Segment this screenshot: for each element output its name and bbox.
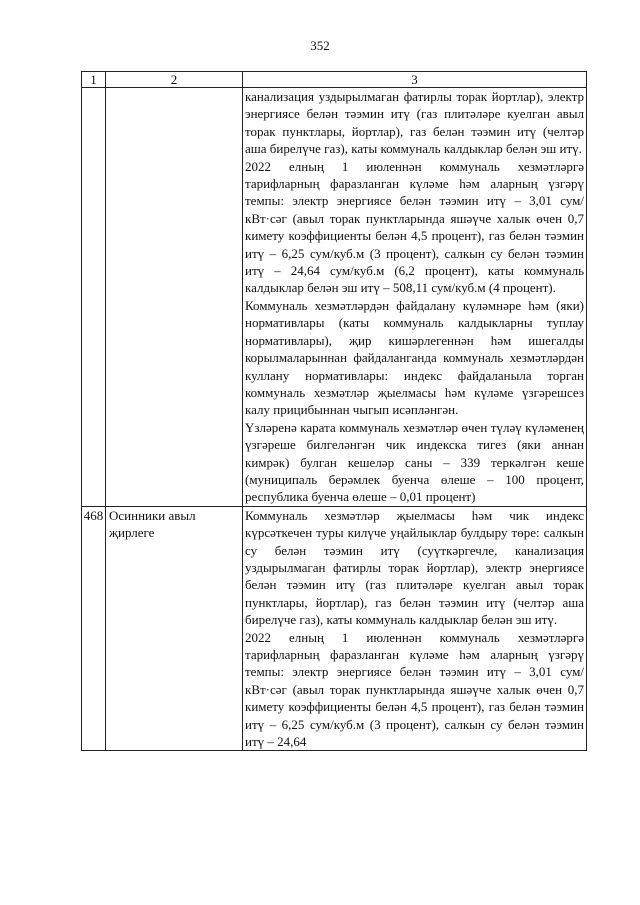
row-number: 468 <box>82 506 106 751</box>
description-paragraph: Үзләренә карата коммуналь хезмәтләр өчен түләү күләменең үзгәреше билгеләнгән чик индекска тигез (яки аннан кимрәк) булган кешеләр саны – 339 теркәлгән кеше (муниципаль берәмлек буенча өлеше – 100 процент, республика буенча өлеше – 0,01 процент) <box>245 419 584 505</box>
description-paragraph: канализация уздырылмаган фатирлы торак йортлар), электр энергиясе белән тәэмин итү (газ плитәләре куелган авыл торак пунктлары, йортлар), газ белән тәэмин итү (челтәр аша бирелүче газ), каты коммуналь калдыклар белән эш итү. <box>245 89 584 157</box>
table-row <box>82 506 587 751</box>
description-paragraph: 2022 елның 1 июленнән коммуналь хезмәтләргә тарифларның фаразланган күләме һәм аларның үзгәрү темпы: электр энергиясе белән тәэмин итү – 3,01 сум/кВт·сәг (авыл торак пунктларында яшәүче халык өчен 0,7 кимету коэффициенты белән 4,5 процент), газ белән тәэмин итү – 6,25 сум/куб.м (3 процент), салкын су белән тәэмин итү – 24,64 <box>245 629 584 750</box>
description-paragraph: 2022 елның 1 июленнән коммуналь хезмәтләргә тарифларның фаразланган күләме һәм аларның үзгәрү темпы: электр энергиясе белән тәэмин итү – 3,01 сум/кВт·сәг (авыл торак пунктларында яшәүче халык өчен 0,7 кимету коэффициенты белән 4,5 процент), газ белән тәэмин итү – 6,25 сум/куб.м (3 процент), салкын су белән тәэмин итү – 24,64 сум/куб.м (6,2 процент), каты коммуналь калдыклар белән эш итү – 508,11 сум/куб.м (4 процент). <box>245 158 584 296</box>
page-number: 352 <box>310 38 330 53</box>
description-cell <box>243 506 587 751</box>
description-paragraph: Коммуналь хезмәтләр җыелмасы һәм чик индекс күрсәткечен туры килүче уңайлыклар булдыру төре: салкын су белән тәэмин итү (суүткәргечле, канализация уздырылмаган фатирлы торак йортлар), электр энергиясе белән тәэмин итү (газ плитәләре куелган авыл торак пунктлары, йортлар), газ белән тәэмин итү (челтәр аша бирелүче газ), каты коммуналь калдыклар белән эш итү. <box>245 507 584 628</box>
row-number <box>82 88 106 507</box>
settlement-name <box>106 88 243 507</box>
header-cell-1: 1 <box>82 72 106 88</box>
table-header-row <box>82 72 587 88</box>
description-paragraph: Коммуналь хезмәтләрдән файдалану күләмнәре һәм (яки) нормативлары (каты коммуналь калдыкларны туплау нормативлары), җир кишәрлегеннән һәм ишегалды корылмаларыннан файдаланганда коммуналь хезмәтләрдән куллану нормативлары: индекс файдаланыла торган коммуналь хезмәтләр җыелмасы һәм күләме үзгәрешсез калу прицибыннан чыгып исәпләнгән. <box>245 297 584 418</box>
description-cell <box>243 88 587 507</box>
tariff-table <box>81 71 587 751</box>
table-row <box>82 88 587 507</box>
header-cell-3: 3 <box>243 72 587 88</box>
header-cell-2: 2 <box>106 72 243 88</box>
settlement-name: Осинники авыл җирлеге <box>106 506 243 751</box>
